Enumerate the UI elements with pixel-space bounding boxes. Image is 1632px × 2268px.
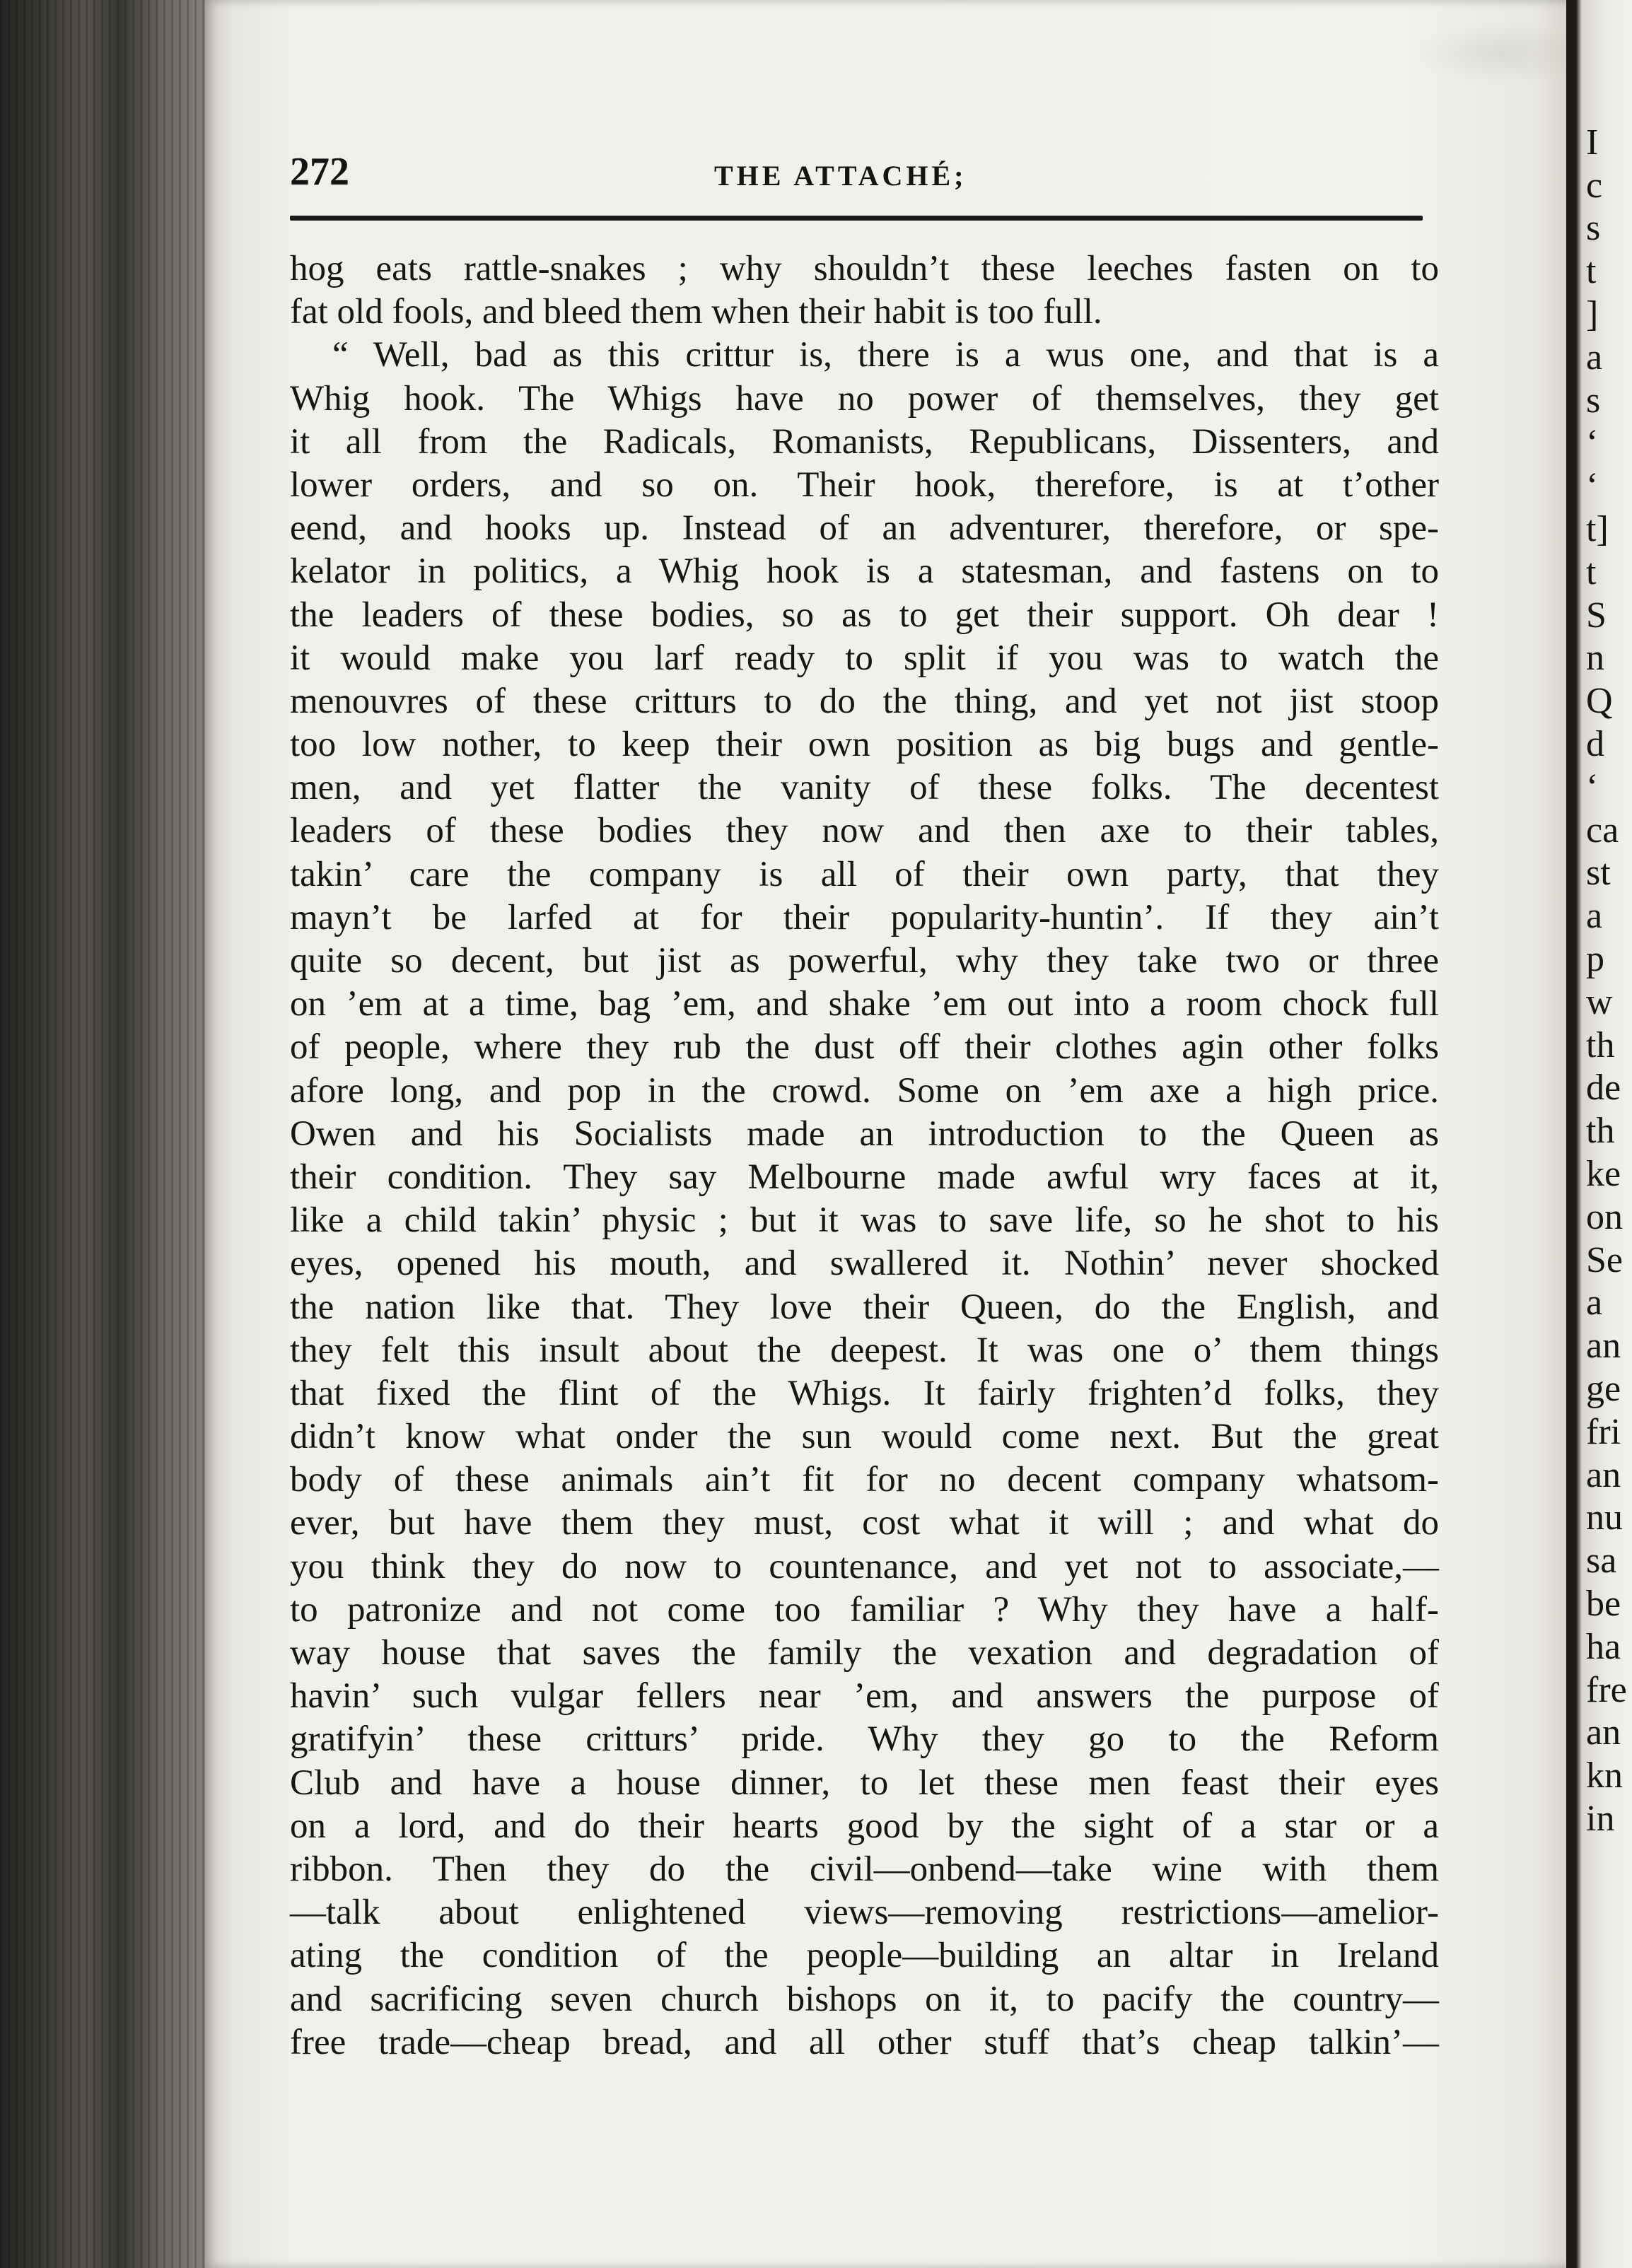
text-line: hog eats rattle-snakes ; why shouldn’t these leeches fasten on to: [290, 249, 1439, 288]
text-line: afore long, and pop in the crowd. Some on ’em axe a high price.: [290, 1070, 1439, 1111]
text-line: they felt this insult about the deepest. It was one o’ them things: [290, 1330, 1439, 1370]
facing-page-fragment: de: [1586, 1068, 1621, 1109]
text-line: fat old fools, and bleed them when their habit is too full.: [290, 292, 1102, 332]
facing-page-fragment: s: [1586, 380, 1601, 421]
facing-page-fragment: ke: [1586, 1154, 1621, 1194]
facing-page-fragment: an: [1586, 1326, 1621, 1367]
facing-page-fragment: an: [1586, 1454, 1621, 1495]
facing-page-fragment: st: [1586, 853, 1611, 894]
text-line: the leaders of these bodies, so as to get their support. Oh dear !: [290, 595, 1439, 635]
text-line: on ’em at a time, bag ’em, and shake ’em out into a room chock full: [290, 984, 1439, 1024]
facing-page-fragment: p: [1586, 939, 1604, 979]
text-line: didn’t know what onder the sun would come next. But the great: [290, 1417, 1439, 1457]
text-line: their condition. They say Melbourne made awful wry faces at it,: [290, 1157, 1439, 1197]
facing-page-fragment: w: [1586, 981, 1613, 1022]
text-line: ever, but have them they must, cost what it will ; and what do: [290, 1503, 1439, 1543]
text-line: too low nother, to keep their own position as big bugs and gentle-: [290, 725, 1439, 765]
text-line: that fixed the flint of the Whigs. It fairly frighten’d folks, they: [290, 1373, 1439, 1413]
facing-page-fragment: nu: [1586, 1497, 1623, 1538]
text-line: it all from the Radicals, Romanists, Republicans, Dissenters, and: [290, 421, 1439, 462]
text-line: you think they do now to countenance, and yet not to associate,—: [290, 1546, 1439, 1586]
facing-page-fragment: Q: [1586, 681, 1613, 722]
text-line: men, and yet flatter the vanity of these folks. The decentest: [290, 768, 1439, 808]
header-rule: [290, 216, 1423, 221]
facing-page-fragment: fri: [1586, 1411, 1621, 1452]
facing-page-fragment: fre: [1586, 1669, 1627, 1710]
facing-page-fragment: ha: [1586, 1626, 1621, 1667]
text-line: of people, where they rub the dust off their clothes agin other folks: [290, 1027, 1439, 1068]
facing-page-fragment: ge: [1586, 1369, 1621, 1409]
facing-page-fragment: c: [1586, 165, 1603, 206]
facing-page-fragment: d: [1586, 724, 1604, 764]
text-line: free trade—cheap bread, and all other stuff that’s cheap talkin’—: [290, 2022, 1439, 2062]
text-line: it would make you larf ready to split if you was to watch the: [290, 638, 1439, 678]
facing-page-fragment: ca: [1586, 809, 1619, 850]
text-line: —talk about enlightened views—removing restrictions—amelior-: [290, 1893, 1439, 1933]
text-line: kelator in politics, a Whig hook is a statesman, and fastens on to: [290, 551, 1439, 592]
text-line: like a child takin’ physic ; but it was to save life, so he shot to his: [290, 1200, 1439, 1241]
facing-page-fragment: kn: [1586, 1755, 1623, 1796]
text-line: to patronize and not come too familiar ? Why they have a half-: [290, 1589, 1439, 1630]
text-line: the nation like that. They love their Queen, do the English, and: [290, 1287, 1439, 1327]
text-line: havin’ such vulgar fellers near ’em, and answers the purpose of: [290, 1676, 1439, 1717]
facing-page-fragment: on: [1586, 1196, 1623, 1237]
text-line: Owen and his Socialists made an introduction to the Queen as: [290, 1113, 1439, 1154]
text-line: Whig hook. The Whigs have no power of themselves, they get: [290, 378, 1439, 419]
facing-page: [1566, 0, 1632, 2268]
text-line: ribbon. Then they do the civil—onbend—take wine with them: [290, 1849, 1439, 1889]
text-line: and sacrificing seven church bishops on it, to pacify the country—: [290, 1979, 1439, 2019]
page-stain: [1407, 21, 1591, 85]
page-number: 272: [290, 150, 349, 194]
facing-page-fragment: t: [1586, 551, 1597, 592]
text-line: way house that saves the family the vexation and degradation of: [290, 1633, 1439, 1673]
facing-page-fragment: in: [1586, 1799, 1615, 1839]
facing-page-fragment: a: [1586, 337, 1603, 378]
facing-page-fragment: t]: [1586, 509, 1609, 549]
facing-page-fragment: ]: [1586, 294, 1599, 334]
text-line: gratifyin’ these critturs’ pride. Why they go to the Reform: [290, 1719, 1439, 1760]
text-line: lower orders, and so on. Their hook, therefore, is at t’other: [290, 464, 1439, 505]
text-line: quite so decent, but jist as powerful, why they take two or three: [290, 941, 1439, 981]
facing-page-fragment: I: [1586, 122, 1599, 163]
facing-page-fragment: S: [1586, 595, 1607, 636]
text-line: mayn’t be larfed at for their popularity-huntin’. If they ain’t: [290, 897, 1439, 937]
book-binding: [0, 0, 212, 2268]
facing-page-fragment: sa: [1586, 1541, 1617, 1582]
facing-page-fragment: s: [1586, 208, 1601, 249]
text-line: body of these animals ain’t fit for no decent company whatsom-: [290, 1460, 1439, 1500]
facing-page-fragment: ‘: [1586, 423, 1599, 464]
facing-page-fragment: th: [1586, 1024, 1615, 1065]
text-line: eyes, opened his mouth, and swallered it. Nothin’ never shocked: [290, 1244, 1439, 1284]
facing-page-fragment: a: [1586, 896, 1603, 937]
facing-page-fragment: ‘: [1586, 766, 1599, 807]
text-line: takin’ care the company is all of their own party, that they: [290, 854, 1439, 894]
facing-page-fragment: be: [1586, 1584, 1621, 1624]
facing-page-fragment: t: [1586, 251, 1597, 292]
body-text: [290, 247, 1439, 2064]
facing-page-fragment: Se: [1586, 1239, 1623, 1280]
facing-page-fragment: ‘: [1586, 466, 1599, 507]
facing-page-fragment: an: [1586, 1712, 1621, 1753]
facing-page-fragment: th: [1586, 1111, 1615, 1152]
text-line: Club and have a house dinner, to let these men feast their eyes: [290, 1763, 1439, 1803]
text-line: on a lord, and do their hearts good by the sight of a star or a: [290, 1806, 1439, 1846]
text-line: “ Well, bad as this crittur is, there is a wus one, and that is a: [332, 335, 1439, 375]
text-line: eend, and hooks up. Instead of an adventurer, therefore, or spe-: [290, 508, 1439, 549]
running-title: THE ATTACHÉ;: [714, 160, 967, 192]
facing-page-fragment: a: [1586, 1282, 1603, 1323]
facing-page-fragment: n: [1586, 638, 1604, 679]
text-line: ating the condition of the people—building an altar in Ireland: [290, 1936, 1439, 1976]
text-line: leaders of these bodies they now and then axe to their tables,: [290, 811, 1439, 851]
running-head: [290, 152, 1421, 201]
text-line: menouvres of these critturs to do the thing, and yet not jist stoop: [290, 681, 1439, 721]
